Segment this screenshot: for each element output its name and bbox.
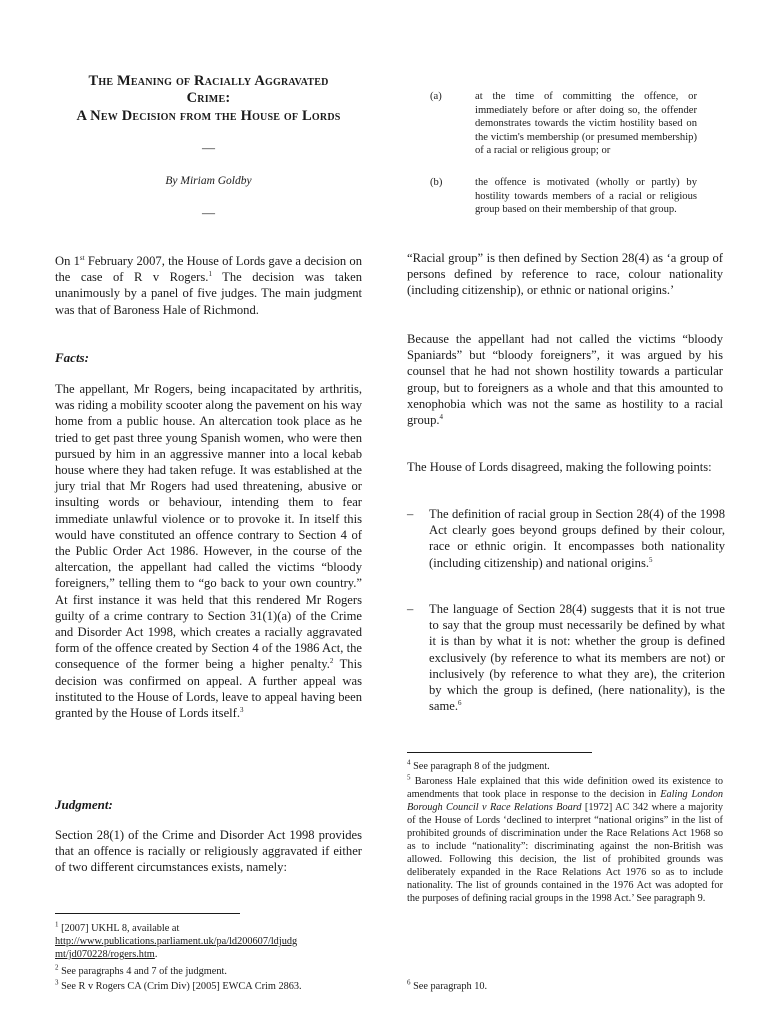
judgment-heading: Judgment: [55,797,113,812]
point-2 [407,601,725,731]
statute-clause-b [430,176,700,236]
lords-disagreed-paragraph: The House of Lords disagreed, making the following points: [407,460,712,474]
article-title-line-2: Crime: [186,90,231,106]
separator-dash-top: — [202,140,215,155]
article-title-line-1: The Meaning of Racially Aggravated [88,73,329,89]
point-1-text: The definition of racial group in Section 28(4) of the 1998 Act clearly goes beyond groups defined by their colour, race or ethnic origin. It encompasses both nationality (including citizenship) and national origins.$^5$ [429,507,725,570]
facts-heading: Facts: [55,350,89,365]
footnote-1: $^1$ [2007] UKHL 8, available at http://www.publications.parliament.uk/pa/ld200607/ldjudg mt/jd070228/rogers.htm. [55,920,298,960]
author-byline: By Miriam Goldby [165,175,252,187]
footnote-5-case-name: Ealing London Borough Council v Race Relations Board [407,789,724,813]
footnote-ref-4[interactable]: 4 [439,412,444,421]
clause-a-label: (a) [430,91,442,102]
clause-b-text: the offence is motivated (wholly or partly) by hostility towards members of a racial or religious group based on their membership of that group. [475,177,697,216]
footnote-ref-1[interactable]: 1 [208,270,212,279]
footnote-1-link[interactable]: http://www.publications.parliament.uk/pa/ld200607/ldjudg mt/jd070228/rogers.htm [55,936,298,960]
article-subtitle: A New Decision from the House of Lords [76,108,341,124]
footnote-6: $^6$ See paragraph 10. [407,978,488,992]
footnote-5: $^5$ Baroness Hale explained that this wide definition owed its existence to amendments that took place in response to the decision in Ealing London Borough Council v Race Relations Board [1972] AC 342 where a majority of the House of Lords ‘declined to interpret “national origins” in the list of prohibited grounds of discrimination under the Race Relations Act 1968 so as to include “nationality”: discriminating against the non-British was allowed. Following this decision, the list of prohibited grounds was deliberately expanded in the Race Relations Act 1976 so as to include nationality. The list of grounds contained in the 1976 Act was adopted for the purposes of defining racial groups in the 1998 Act.’ See paragraph 9. [407,773,724,904]
racial-group-definition-paragraph: “Racial group” is then defined by Section 28(4) as ‘a group of persons defined by reference to race, colour nationality (including citizenship), or ethnic or national origins.’ [407,251,723,298]
facts-paragraph: The appellant, Mr Rogers, being incapacitated by arthritis, was riding a mobility scooter along the pavement on his way home from a public house. An altercation took place as he tried to get past three young Spanish women, who were then pursued by him in an aggressive manner into a local kebab house where they had taken refuge. It was established at the jury trial that Mr Rogers had used threatening, abusive or insulting words or behaviour, intending them to fear immediate unlawful violence or to provoke it. In itself this would have constituted an offence contrary to Section 4 of the Public Order Act 1986. However, in the course of the altercation, the appellant had called the victims “bloody foreigners,” telling them to “go back to your own country.” At first instance it was held that this rendered Mr Rogers guilty of a crime contrary to Section 31(1)(a) of the Crime and Disorder Act 1998, which creates a racially aggravated form of the offence created by Section 4 of the 1986 Act, the consequence of the former being a higher penalty.$^2$ This decision was confirmed on appeal. A further appeal was instituted to the House of Lords, leave to appeal having been granted by the House of Lords itself.$^3$ [55,382,363,721]
intro-paragraph: On 1st February 2007, the House of Lords gave a decision on the case of R v Rogers.$^1$ The decision was taken unanimously by a panel of five judges. The main judgment was that of Baroness Hale of Richmond. [55,253,363,317]
judgment-paragraph: Section 28(1) of the Crime and Disorder Act 1998 provides that an offence is racially or religiously aggravated if either of two different circumstances exists, namely: [55,828,362,875]
footnote-3: $^3$ See R v Rogers CA (Crim Div) [2005] EWCA Crim 2863. [55,978,302,992]
clause-b-label: (b) [430,177,443,188]
footnote-ref-3[interactable]: 3 [240,705,244,714]
footnote-ref-6[interactable]: 6 [458,699,462,708]
clause-a-text: at the time of committing the offence, or immediately before or after doing so, the offender demonstrates towards the victim hostility based on the victim's membership (or presumed membership) of a racial or religious group; or [475,91,697,157]
point-1 [407,506,725,596]
footnote-ref-2[interactable]: 2 [329,657,334,666]
statute-clause-a [430,90,700,180]
point-2-text: The language of Section 28(4) suggests that it is not true to say that the group must necessarily be defined by what it is than by what it is not: whether the group is defined exclusively (by reference to what its members are not) or inclusively (by reference to what they are), the criterion by which the group is defined, (here nationality), is the same.$^6$ [429,602,725,714]
footnote-rule-left [55,913,240,914]
footnote-rule-right [407,752,592,753]
bullet-dash: – [407,602,414,616]
footnote-2: $^2$ See paragraphs 4 and 7 of the judgment. [55,963,227,977]
appellant-argument-paragraph: Because the appellant had not called the victims “bloody Spaniards” but “bloody foreigners”, it was argued by his counsel that he had not shown hostility towards a particular group, but to foreigners as a whole and that this amounted to xenophobia which was not the same as hostility to a racial group.$^4$ [407,332,723,428]
bullet-dash: – [407,507,414,521]
footnote-ref-5[interactable]: 5 [649,555,653,564]
footnote-4: $^4$ See paragraph 8 of the judgment. [407,758,550,772]
separator-dash-bottom: — [202,205,215,220]
